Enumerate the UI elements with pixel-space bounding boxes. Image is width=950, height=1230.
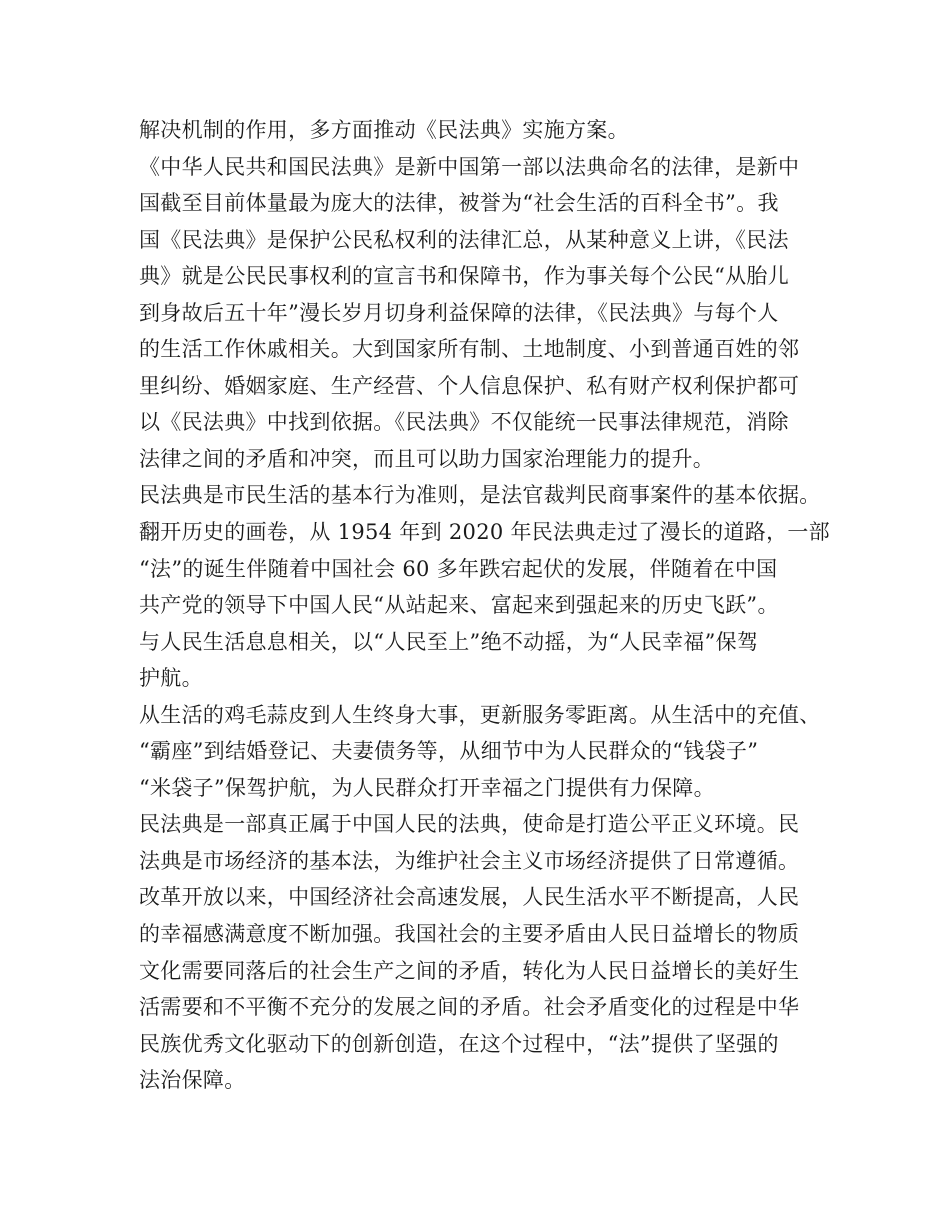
text-line: 法治保障。: [139, 1068, 246, 1093]
text-line: 法律之间的矛盾和冲突，而且可以助力国家治理能力的提升。: [139, 446, 715, 471]
text-line: 典》就是公民民事权利的宣言书和保障书，作为事关每个公民“从胎儿: [139, 264, 790, 289]
text-line: 民族优秀文化驱动下的创新创造，在这个过程中，“法”提供了坚强的: [139, 1031, 779, 1056]
text-line: 共产党的领导下中国人民“从站起来、富起来到强起来的历史飞跃”。: [139, 593, 779, 618]
text-line: 国《民法典》是保护公民私权利的法律汇总，从某种意义上讲，《民法: [139, 227, 789, 252]
text-line: 护航。: [139, 666, 203, 691]
text-line: 里纠纷、婚姻家庭、生产经营、个人信息保护、私有财产权利保护都可: [139, 373, 800, 398]
text-line: 的生活工作休戚相关。大到国家所有制、土地制度、小到普通百姓的邻: [139, 337, 800, 362]
text-line: 翻开历史的画卷，从 1954 年到 2020 年民法典走过了漫长的道路，一部: [139, 520, 830, 545]
text-line: 以《民法典》中找到依据。《民法典》不仅能统一民事法律规范，消除: [139, 410, 789, 435]
text-line: 民法典是市民生活的基本行为准则，是法官裁判民商事案件的基本依据。: [139, 483, 821, 508]
text-line: 国截至目前体量最为庞大的法律，被誉为“社会生活的百科全书”。我: [139, 191, 779, 216]
text-line: 从生活的鸡毛蒜皮到人生终身大事，更新服务零距离。从生活中的充值、: [139, 702, 821, 727]
text-line: 的幸福感满意度不断加强。我国社会的主要矛盾由人民日益增长的物质: [139, 922, 800, 947]
text-line: “霸座”到结婚登记、夫妻债务等，从细节中为人民群众的“钱袋子”: [139, 739, 759, 764]
text-line: 与人民生活息息相关，以“人民至上”绝不动摇，为“人民幸福”保驾: [139, 629, 759, 654]
text-line: 改革开放以来，中国经济社会高速发展，人民生活水平不断提高，人民: [139, 885, 800, 910]
document-body: [139, 112, 829, 1099]
text-line: “法”的诞生伴随着中国社会 60 多年跌宕起伏的发展，伴随着在中国: [139, 556, 778, 581]
text-line: 到身故后五十年”漫长岁月切身利益保障的法律，《民法典》与每个人: [139, 300, 779, 325]
text-line: 解决机制的作用，多方面推动《民法典》实施方案。: [139, 118, 629, 142]
text-line: 文化需要同落后的社会生产之间的矛盾，转化为人民日益增长的美好生: [139, 958, 800, 983]
text-line: 法典是市场经济的基本法，为维护社会主义市场经济提供了日常遵循。: [139, 848, 800, 873]
text-line: “米袋子”保驾护航，为人民群众打开幸福之门提供有力保障。: [139, 775, 715, 800]
text-line: 活需要和不平衡不充分的发展之间的矛盾。社会矛盾变化的过程是中华: [139, 995, 800, 1020]
text-line: 民法典是一部真正属于中国人民的法典，使命是打造公平正义环境。民: [139, 812, 800, 837]
text-line: 《中华人民共和国民法典》是新中国第一部以法典命名的法律，是新中: [139, 154, 800, 179]
